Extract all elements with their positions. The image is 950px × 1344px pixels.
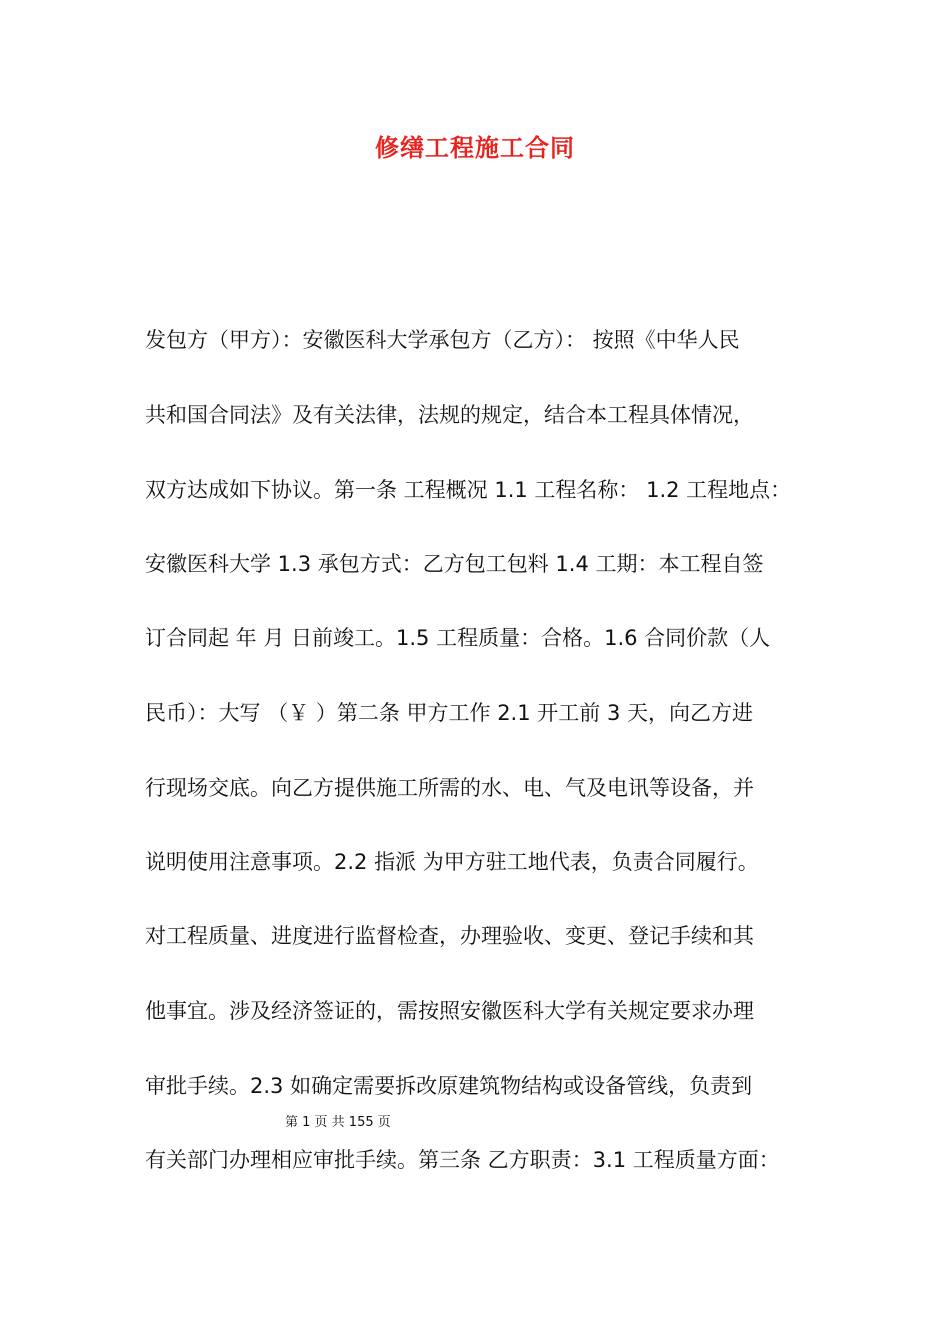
body-line: 双方达成如下协议。第一条 工程概况 1.1 工程名称： 1.2 工程地点：: [145, 478, 792, 502]
body-line: 发包方（甲方）：安徽医科大学承包方（乙方）： 按照《中华人民: [145, 328, 740, 352]
body-line: 安徽医科大学 1.3 承包方式：乙方包工包料 1.4 工期：本工程自签: [145, 552, 764, 576]
body-line: 有关部门办理相应审批手续。第三条 乙方职责：3.1 工程质量方面：: [145, 1148, 780, 1172]
body-line: 对工程质量、进度进行监督检查，办理验收、变更、登记手续和其: [145, 924, 754, 948]
body-line: 他事宜。涉及经济签证的，需按照安徽医科大学有关规定要求办理: [145, 999, 754, 1023]
body-line: 审批手续。2.3 如确定需要拆改原建筑物结构或设备管线，负责到: [145, 1074, 753, 1098]
body-line: 民币）：大写 （￥ ）第二条 甲方工作 2.1 开工前 3 天，向乙方进: [145, 701, 753, 725]
body-line: 订合同起 年 月 日前竣工。1.5 工程质量：合格。1.6 合同价款（人: [145, 626, 771, 650]
page-number-footer: 第 1 页 共 155 页: [285, 1115, 391, 1130]
document-title: 修缮工程施工合同: [375, 134, 575, 162]
body-line: 共和国合同法》及有关法律，法规的规定，结合本工程具体情况，: [145, 403, 754, 427]
body-line: 行现场交底。向乙方提供施工所需的水、电、气及电讯等设备，并: [145, 776, 754, 800]
body-line: 说明使用注意事项。2.2 指派 为甲方驻工地代表，负责合同履行。: [145, 850, 759, 874]
